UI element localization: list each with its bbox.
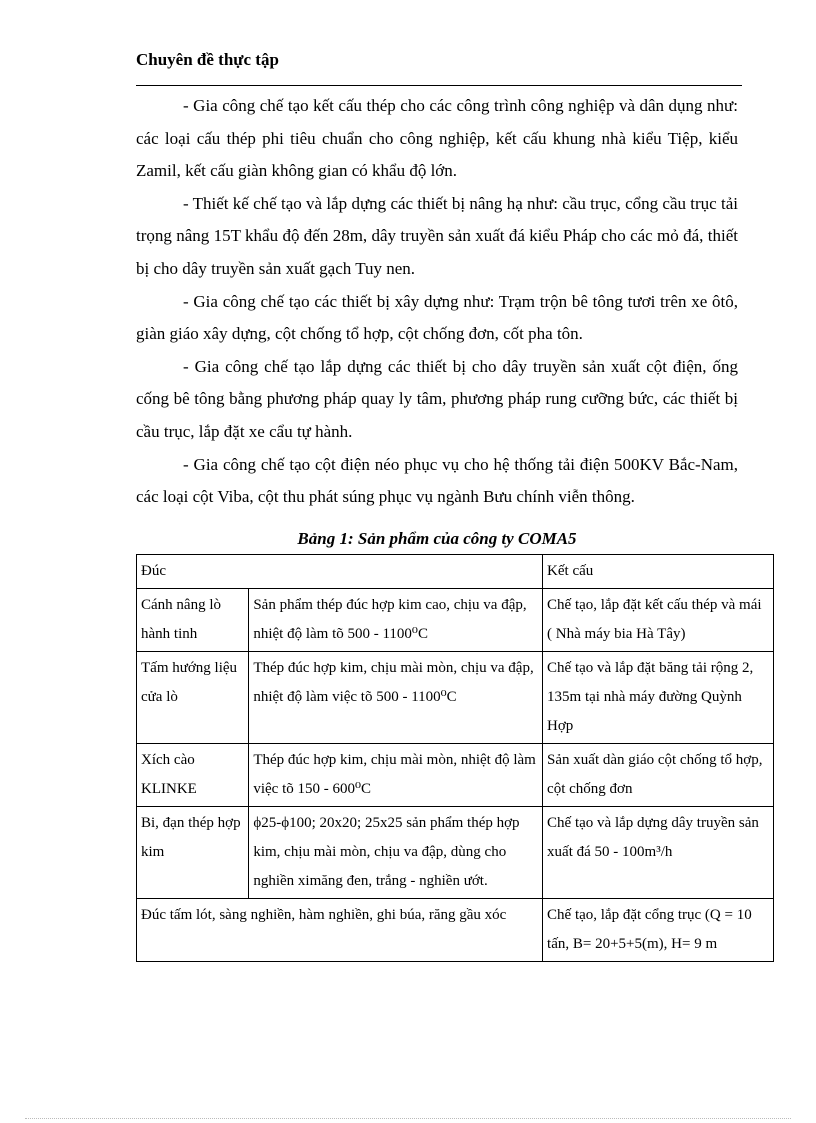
products-table [136, 554, 774, 962]
table-header-right: Kết cấu [543, 554, 774, 588]
merged-product-cell: Đúc tấm lót, sàng nghiền, hàm nghiền, ghi búa, răng gầu xóc [137, 898, 543, 961]
document-body [136, 90, 763, 962]
paragraph: - Gia công chế tạo lắp dựng các thiết bị cho dây truyền sản xuất cột điện, ống cống bê tông bằng phương pháp quay ly tâm, phương pháp rung cưỡng bức, các thiết bị cầu trục, lắp đặt xe cẩu tự hành. [136, 356, 738, 441]
product-desc-cell: ϕ25-ϕ100; 20x20; 25x25 sản phẩm thép hợp kim, chịu mài mòn, chịu va đập, dùng cho nghiền ximăng đen, trắng - nghiền ướt. [249, 806, 543, 898]
product-desc-cell: Thép đúc hợp kim, chịu mài mòn, nhiệt độ làm việc tõ 150 - 600⁰C [249, 743, 543, 806]
structure-cell: Chế tạo, lắp đặt cổng trục (Q = 10 tấn, B= 20+5+5(m), H= 9 m [543, 898, 774, 961]
product-name-cell: Cánh nâng lò hành tinh [137, 588, 249, 651]
table-row [137, 651, 774, 743]
paragraph: - Gia công chế tạo kết cấu thép cho các công trình công nghiệp và dân dụng như: các loại cấu thép phi tiêu chuẩn cho công nghiệp, kết cấu khung nhà kiểu Tiệp, kiểu Zamil, kết cấu giàn không gian có khẩu độ lớn. [136, 96, 738, 181]
paragraph: - Gia công chế tạo cột điện néo phục vụ cho hệ thống tải điện 500KV Bắc-Nam, các loại cột Viba, cột thu phát súng phục vụ ngành Bưu chính viễn thông. [136, 454, 738, 507]
structure-cell: Chế tạo, lắp đặt kết cấu thép và mái ( Nhà máy bia Hà Tây) [543, 588, 774, 651]
page-bottom-edge [25, 1118, 791, 1119]
product-name-cell: Bi, đạn thép hợp kim [137, 806, 249, 898]
page-header-title: Chuyên đề thực tập [136, 50, 279, 69]
paragraph: - Gia công chế tạo các thiết bị xây dựng như: Trạm trộn bê tông tươi trên xe ôtô, giàn giáo xây dựng, cột chống tổ hợp, cột chống đơn, cốt pha tôn. [136, 291, 738, 344]
table-header-row [137, 554, 774, 588]
product-desc-cell: Thép đúc hợp kim, chịu mài mòn, chịu va đập, nhiệt độ làm việc tõ 500 - 1100⁰C [249, 651, 543, 743]
table-caption: Bảng 1: Sản phẩm của công ty COMA5 [297, 528, 577, 548]
structure-cell: Chế tạo và lắp đặt băng tải rộng 2, 135m tại nhà máy đường Quỳnh Hợp [543, 651, 774, 743]
product-name-cell: Tấm hướng liệu cửa lò [137, 651, 249, 743]
table-header-left: Đúc [137, 554, 543, 588]
table-row [137, 898, 774, 961]
structure-cell: Chế tạo và lắp dựng dây truyền sản xuất đá 50 - 100m³/h [543, 806, 774, 898]
structure-cell: Sản xuất dàn giáo cột chống tổ hợp, cột chống đơn [543, 743, 774, 806]
header-divider [136, 85, 742, 86]
paragraph: - Thiết kế chế tạo và lắp dựng các thiết bị nâng hạ như: cầu trục, cổng cầu trục tải trọng nâng 15T khẩu độ đến 28m, dây truyền sản xuất đá kiểu Pháp cho các mỏ đá, thiết bị cho dây truyền sản xuất gạch Tuy nen. [136, 193, 738, 278]
product-name-cell: Xích cào KLINKE [137, 743, 249, 806]
table-row [137, 743, 774, 806]
table-row [137, 588, 774, 651]
table-row [137, 806, 774, 898]
product-desc-cell: Sản phẩm thép đúc hợp kim cao, chịu va đập, nhiệt độ làm tõ 500 - 1100⁰C [249, 588, 543, 651]
